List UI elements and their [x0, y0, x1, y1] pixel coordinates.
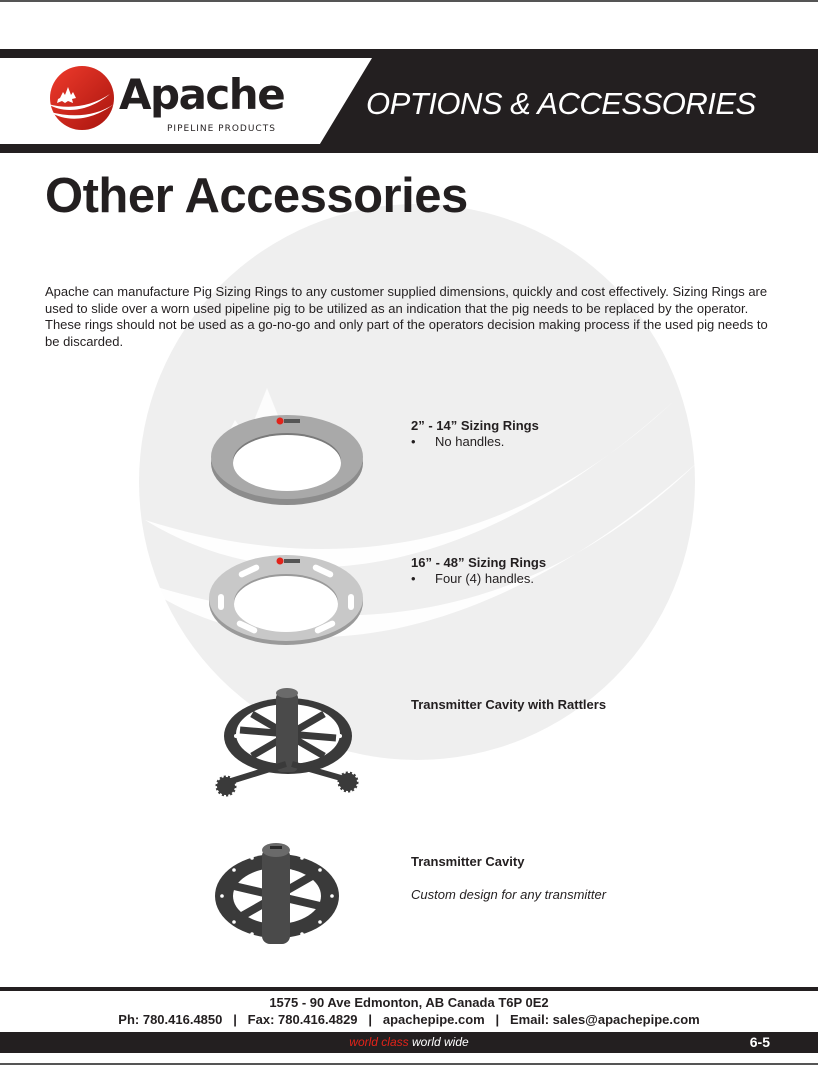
page-title: Other Accessories	[45, 169, 468, 223]
product-title: Transmitter Cavity with Rattlers	[411, 697, 607, 712]
product-bullet: • No handles.	[411, 434, 505, 449]
page-number: 6-5	[749, 1034, 770, 1050]
product-bullet-text: Four (4) handles.	[435, 571, 534, 586]
tagline-part-1: world class	[349, 1035, 409, 1049]
product-title: Transmitter Cavity	[411, 854, 525, 869]
sizing-ring-solid-icon	[208, 410, 366, 508]
product-bullet-text: No handles.	[435, 434, 505, 449]
brand-tagline: PIPELINE PRODUCTS	[167, 124, 276, 134]
top-rule	[0, 0, 818, 2]
product-bullet: • Four (4) handles.	[411, 571, 534, 586]
bottom-rule	[0, 1063, 818, 1065]
product-note: Custom design for any transmitter	[411, 887, 607, 902]
footer-contacts: Ph: 780.416.4850 | Fax: 780.416.4829 | apachepipe.com | Email: sales@apachepipe.com	[118, 1012, 700, 1027]
brand-name: Apache	[119, 70, 285, 119]
apache-logo-icon	[44, 64, 116, 136]
transmitter-cavity-icon	[212, 836, 342, 948]
footer-address: 1575 - 90 Ave Edmonton, AB Canada T6P 0E2	[269, 995, 549, 1010]
product-title: 2” - 14” Sizing Rings	[411, 418, 539, 433]
sizing-ring-handles-icon	[206, 550, 366, 648]
footer-rule	[0, 987, 818, 991]
intro-paragraph: Apache can manufacture Pig Sizing Rings to any customer supplied dimensions, quickly and cost effectively. Sizing Rings are used to slide over a worn used pipeline pig to be utilized as an indication that the pig needs to be replaced by the operator. These rings should not be used as a go-no-go and only part of the operators decision making process if the used pig needs to be discarded.	[45, 284, 768, 349]
footer-tagline	[0, 1035, 818, 1049]
tagline-part-2: world wide	[412, 1035, 469, 1049]
section-title: OPTIONS & ACCESSORIES	[366, 86, 756, 121]
transmitter-cavity-rattlers-icon	[208, 686, 362, 804]
product-title: 16” - 48” Sizing Rings	[411, 555, 547, 570]
